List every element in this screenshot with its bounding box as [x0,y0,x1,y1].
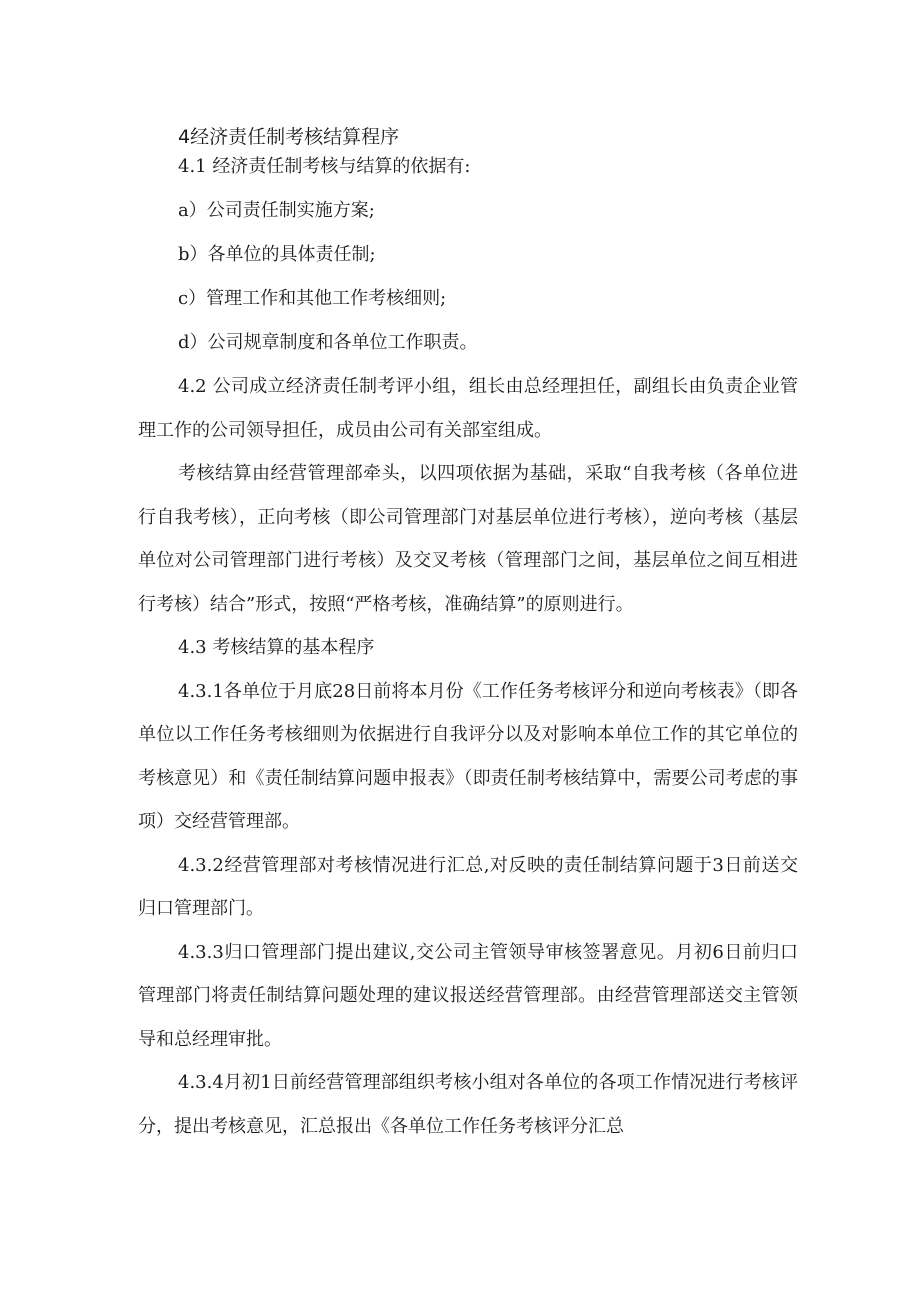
clause-4-3: 4.3 考核结算的基本程序 [178,637,375,658]
basis-item-b: b）各单位的具体责任制; [178,244,376,265]
clause-4-3-2: 4.3.2经营管理部对考核情况进行汇总,对反映的责任制结算问题于3日前送交归口管理部门。 [138,854,798,919]
clause-4-2: 4.2 公司成立经济责任制考评小组，组长由总经理担任，副组长由负责企业管理工作的公司领导担任，成员由公司有关部室组成。 [138,376,798,441]
clause-4-1: 4.1 经济责任制考核与结算的依据有: [178,156,471,177]
clause-4-3-3: 4.3.3归口管理部门提出建议,交公司主管领导审核签署意见。月初6日前归口管理部门将责任制结算问题处理的建议报送经营管理部。由经营管理部送交主管领导和总经理审批。 [138,941,798,1050]
clause-4-2-detail: 考核结算由经营管理部牵头，以四项依据为基础，采取“自我考核（各单位进行自我考核），正向考核（即公司管理部门对基层单位进行考核），逆向考核（基层单位对公司管理部门进行考核）及交叉考核（管理部门之间，基层单位之间互相进行考核）结合”形式，按照“严格考核，准确结算”的原则进行。 [138,463,798,615]
clause-4-3-1: 4.3.1各单位于月底28日前将本月份《工作任务考核评分和逆向考核表》（即各单位以工作任务考核细则为依据进行自我评分以及对影响本单位工作的其它单位的考核意见）和《责任制结算问题申报表》（即责任制考核结算中，需要公司考虑的事项）交经营管理部。 [138,680,798,832]
clause-4-3-4: 4.3.4月初1日前经营管理部组织考核小组对各单位的各项工作情况进行考核评分，提出考核意见，汇总报出《各单位工作任务考核评分汇总 [138,1072,798,1137]
document-page [138,122,798,1148]
basis-item-d: d）公司规章制度和各单位工作职责。 [178,332,478,353]
basis-item-a: a）公司责任制实施方案; [178,200,375,221]
basis-item-c: c）管理工作和其他工作考核细则; [178,288,447,309]
section-title: 4经济责任制考核结算程序 [178,126,400,148]
